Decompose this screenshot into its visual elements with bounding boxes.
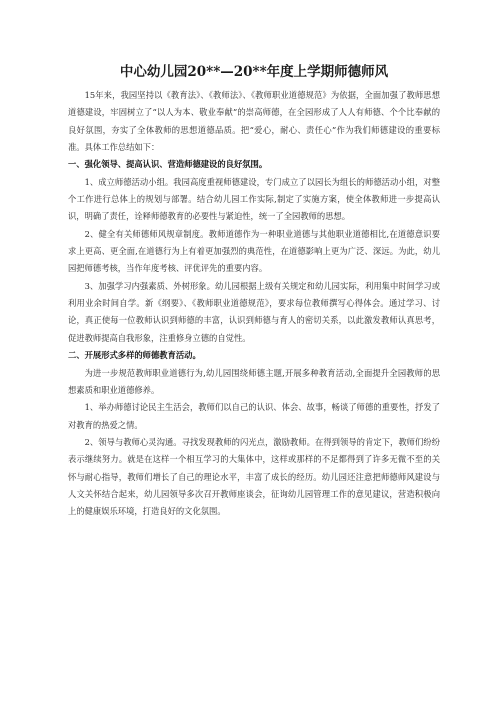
section-1-heading: 一、强化领导、提高认识、营造师德建设的良好氛围。 bbox=[68, 159, 268, 170]
section-2-paragraph-2: 2、领导与教师心灵沟通。寻找发现教师的闪光点，激励教师。在得到领导的肯定下，教师们纷纷表示继续努力。就是在这样一个相互学习的大集体中，这样或那样的不足都得到了许多无微不至的关怀与耐心指导，教师们增长了自己的理论水平，丰富了成长的经历。幼儿园还注意把师德师风建设与人文关怀结合起来，幼儿园领导多次召开教师座谈会，征询幼儿园管理工作的意见建议，营造积极向上的健康娱乐环境，打造良好的文化氛围。 bbox=[68, 436, 440, 517]
document-title: 中心幼儿园20**—20**年度上学期师德师风 bbox=[119, 64, 389, 80]
document-page bbox=[68, 62, 440, 521]
section-2-lead: 为进一步规范教师职业道德行为,幼儿园围绕师德主题,开展多种教育活动,全面提升全园教师的思想素质和职业道德修养。 bbox=[68, 367, 440, 395]
section-1-paragraph-3: 3、加强学习内强素质、外树形象。幼儿园根据上级有关规定和幼儿园实际，利用集中时间学习或利用业余时间自学。新《纲要》、《教师职业道德规范》，要求每位教师撰写心得体会。通过学习、讨论，真正使每一位教师认识到师德的丰富，认识到师德与育人的密切关系，以此激发教师认真思考，促进教师提高自我形象，注重修身立德的自觉性。 bbox=[68, 280, 440, 343]
section-1-paragraph-2: 2、健全有关师德师风规章制度。教师道德作为一种职业道德与其他职业道德相比,在道德意识要求上更高、更全面,在道德行为上有着更加强烈的典范性，在道德影响上更为广泛、深远。为此，幼儿园把师德考核，当作年度考核、评优评先的重要内容。 bbox=[68, 228, 440, 274]
intro-paragraph: 15年来，我园坚持以《教育法》、《教师法》、《教师职业道德规范》为依据，全面加强了教师思想道德建设，牢固树立了“以人为本、敬业奉献”的崇高师德，在全园形成了人人有师德、个个比奉献的良好氛围，夯实了全体教师的思想道德品质。把“爱心，耐心、责任心”作为我们师德建设的重要标准。具体工作总结如下： bbox=[68, 90, 440, 153]
section-1-paragraph-1: 1、成立师德活动小组。我园高度重视师德建设，专门成立了以园长为组长的师德活动小组，对整个工作进行总体上的规划与部署。结合幼儿园工作实际,制定了实施方案，使全体教师进一步提高认识，明确了责任，诠释师德教育的必要性与紧迫性，统一了全园教师的思想。 bbox=[68, 176, 440, 222]
section-2-heading: 二、开展形式多样的师德教育活动。 bbox=[68, 350, 201, 361]
section-2-paragraph-1: 1、举办师德讨论民主生活会，教师们以自己的认识、体会、故事，畅谈了师德的重要性，抒发了对教育的热爱之情。 bbox=[68, 402, 440, 430]
